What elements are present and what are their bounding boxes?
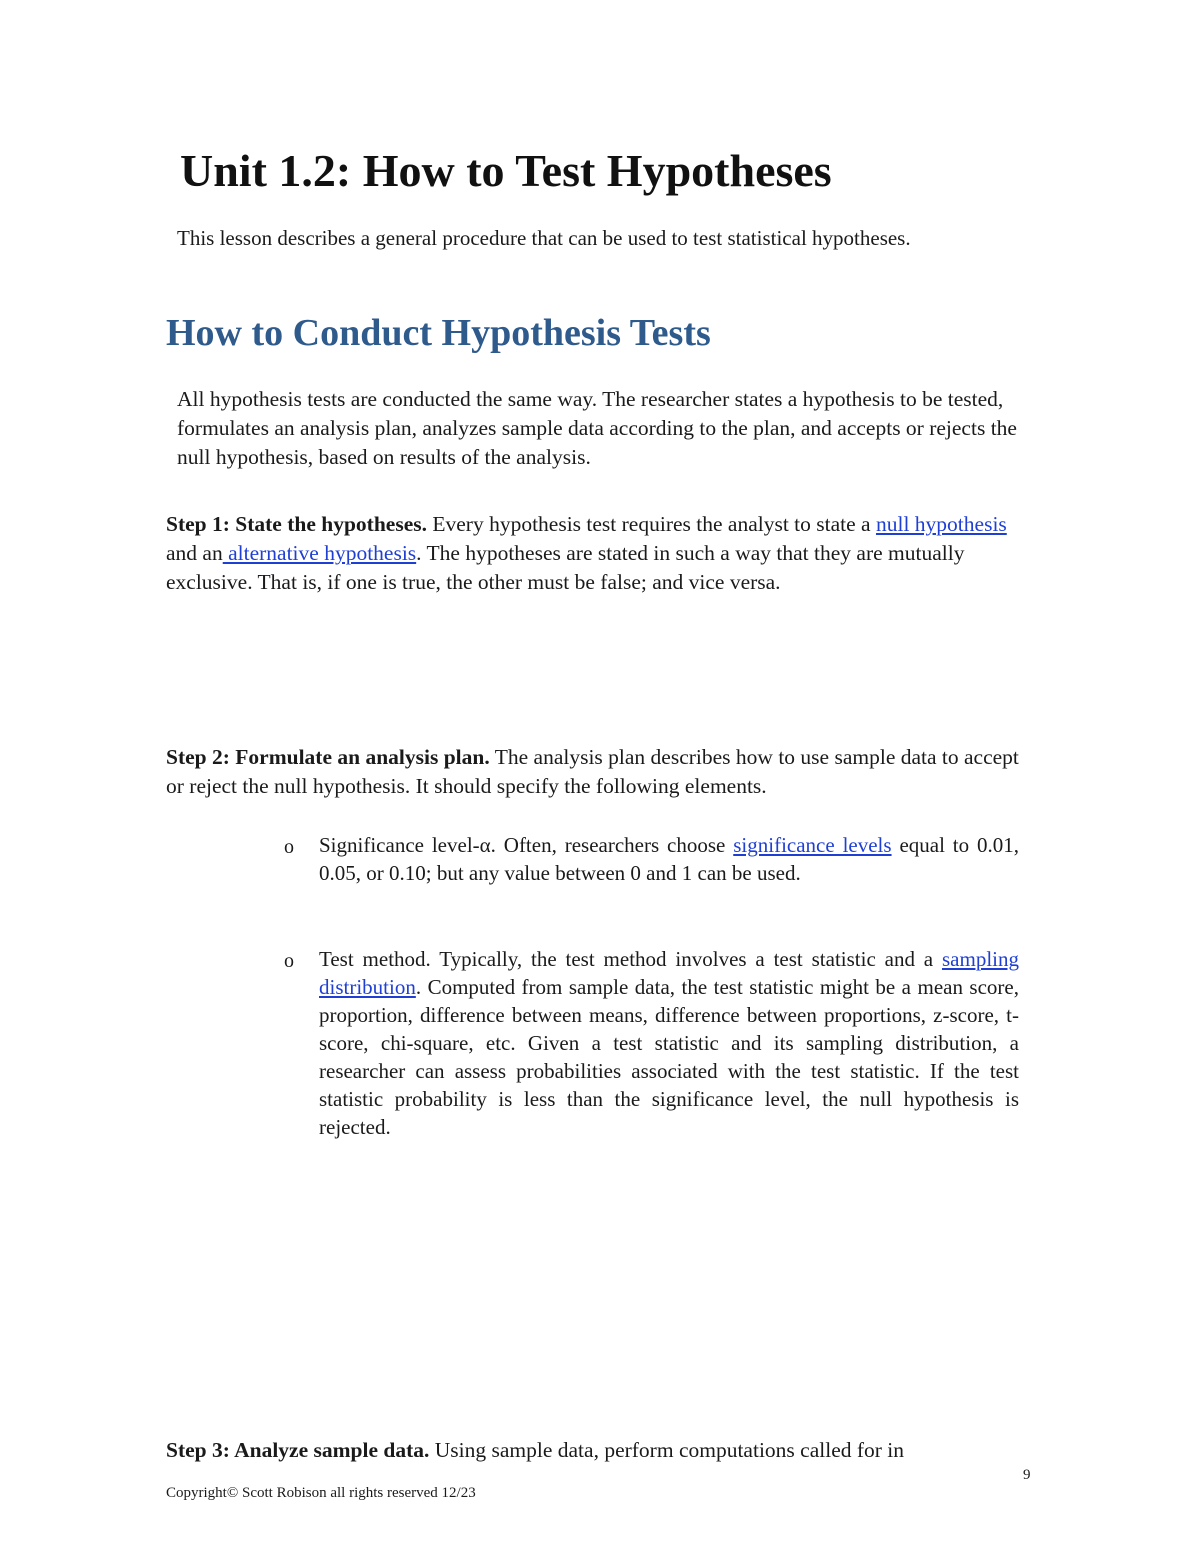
page-title: Unit 1.2: How to Test Hypotheses [180, 145, 832, 196]
step-2-text: The analysis plan describes how to use sample data to accept or reject the null hypothesis. It should specify the following elements. [166, 745, 1019, 798]
significance-levels-link[interactable]: significance levels [733, 833, 892, 857]
step-3-label: Step 3: Analyze sample data. [166, 1438, 430, 1462]
copyright-footer: Copyright© Scott Robison all rights reserved 12/23 [166, 1485, 476, 1501]
null-hypothesis-link[interactable]: null hypothesis [875, 512, 1007, 536]
significance-text-a: Significance level-α. Often, researchers choose [319, 833, 734, 857]
significance-text-b: equal to 0.01, 0.05, or 0.10; but any value between 0 and 1 can be used. [319, 833, 1020, 885]
step-2-label: Step 2: Formulate an analysis plan. [166, 745, 490, 769]
step-1-text-a: Every hypothesis test requires the analyst to state a [426, 512, 876, 536]
bullet-marker: o [284, 950, 294, 972]
step-1-text-c: . The hypotheses are stated in such a way that they are mutually exclusive. That is, if one is true, the other must be false; and vice versa. [166, 541, 965, 594]
significance-level-item [319, 831, 1019, 887]
step-1-label: Step 1: State the hypotheses. [166, 512, 427, 536]
test-method-item [319, 945, 1019, 1141]
step-3-paragraph [166, 1436, 1046, 1465]
test-method-text-a: Test method. Typically, the test method involves a test statistic and a [319, 947, 942, 971]
page-number: 9 [1023, 1467, 1031, 1483]
bullet-marker: o [284, 836, 294, 858]
step-2-paragraph [166, 743, 1026, 801]
sampling-distribution-link[interactable]: sampling distribution [319, 947, 1019, 999]
test-method-text-b: . Computed from sample data, the test statistic might be a mean score, proportion, difference between means, difference between proportions, z-score, t-score, chi-square, etc. Given a test statistic and its sampling distribution, a researcher can assess probabilities associated with the test statistic. If the test statistic probability is less than the significance level, the null hypothesis is rejected. [319, 975, 1019, 1139]
section-heading: How to Conduct Hypothesis Tests [166, 312, 711, 354]
step-3-text: Using sample data, perform computations called for in [429, 1438, 905, 1462]
alternative-hypothesis-link[interactable]: alternative hypothesis [222, 541, 417, 565]
step-1-paragraph [166, 510, 1026, 597]
step-1-text-b: and an [166, 541, 223, 565]
lesson-intro: This lesson describes a general procedure that can be used to test statistical hypotheses. [177, 226, 911, 250]
overview-paragraph: All hypothesis tests are conducted the same way. The researcher states a hypothesis to be tested, formulates an analysis plan, analyzes sample data according to the plan, and accepts or rejects the null hypothesis, based on results of the analysis. [177, 387, 1017, 469]
